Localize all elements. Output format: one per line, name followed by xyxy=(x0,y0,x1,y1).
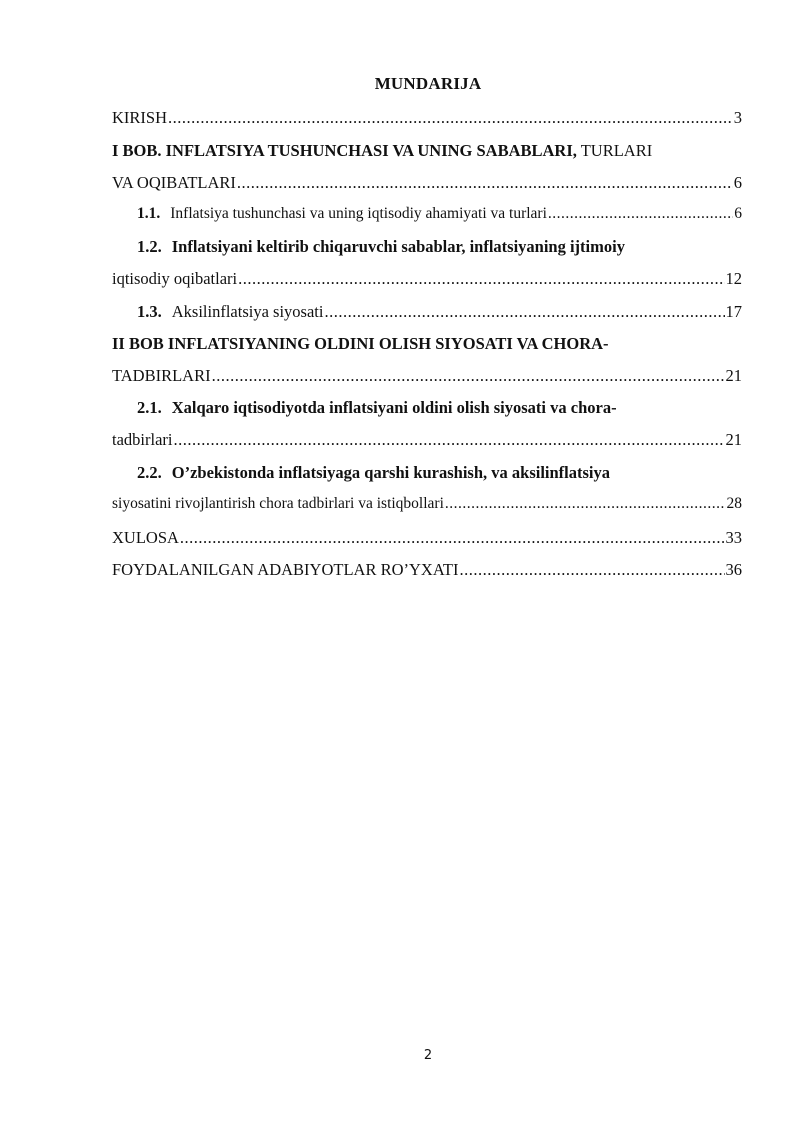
dot-leader xyxy=(212,366,725,386)
toc-page-number: 21 xyxy=(725,366,742,385)
toc-section-2-1-title xyxy=(137,398,617,422)
section-number: 1.2. xyxy=(137,237,162,256)
dot-leader xyxy=(237,173,733,193)
toc-entry-label: KIRISH xyxy=(112,108,168,127)
chapter-title-rest: TURLARI xyxy=(576,141,653,160)
toc-entry-1-2 xyxy=(112,269,742,293)
toc-entry-label: XULOSA xyxy=(112,528,179,547)
dot-leader xyxy=(324,302,724,322)
section-title-line1: Xalqaro iqtisodiyotda inflatsiyani oldini olish siyosati va chora- xyxy=(171,398,617,417)
chapter-title-bold: I BOB. INFLATSIYA TUSHUNCHASI VA UNING SABABLARI, xyxy=(112,141,577,160)
toc-entry-label: iqtisodiy oqibatlari xyxy=(112,269,238,288)
section-number: 2.1. xyxy=(137,398,162,417)
toc-page-number: 6 xyxy=(734,205,742,222)
toc-entry-label: FOYDALANILGAN ADABIYOTLAR RO’YXATI xyxy=(112,560,459,579)
page-number-footer: 2 xyxy=(423,1048,433,1063)
toc-chapter-2-title xyxy=(112,334,609,358)
section-number: 1.1. xyxy=(137,205,161,222)
toc-page-number: 33 xyxy=(725,528,742,547)
dot-leader xyxy=(445,495,726,513)
toc-page-number: 36 xyxy=(725,560,742,579)
toc-entry-kirish xyxy=(112,108,742,132)
toc-page-number: 21 xyxy=(725,430,742,449)
toc-page-number: 6 xyxy=(733,173,742,192)
dot-leader xyxy=(238,269,724,289)
dot-leader xyxy=(180,528,725,548)
toc-page-number: 3 xyxy=(733,108,742,127)
toc-page-number: 12 xyxy=(725,269,742,288)
dot-leader xyxy=(459,560,724,580)
toc-entry-2-1 xyxy=(112,430,742,454)
chapter-title-bold: II BOB INFLATSIYANING OLDINI OLISH SIYOSATI VA CHORA- xyxy=(112,334,609,353)
toc-entry-label: tadbirlari xyxy=(112,430,173,449)
toc-entry-label: VA OQIBATLARI xyxy=(112,173,236,192)
toc-entry-1-1 xyxy=(137,205,742,229)
toc-entry-references xyxy=(112,560,742,584)
toc-chapter-1-title xyxy=(112,141,652,165)
toc-entry-label: Aksilinflatsiya siyosati xyxy=(171,302,324,321)
toc-section-1-2-title xyxy=(137,237,625,261)
section-title-line1: Inflatsiyani keltirib chiqaruvchi sabablar, inflatsiyaning ijtimoiy xyxy=(171,237,625,256)
toc-entry-label: Inflatsiya tushunchasi va uning iqtisodiy ahamiyati va turlari xyxy=(170,205,547,222)
toc-page-number: 28 xyxy=(726,495,742,512)
toc-entry-chapter-2 xyxy=(112,366,742,390)
toc-section-2-2-title xyxy=(137,463,610,487)
toc-entry-1-3 xyxy=(137,302,742,326)
toc-title: MUNDARIJA xyxy=(374,74,482,93)
section-number: 1.3. xyxy=(137,302,162,321)
dot-leader xyxy=(168,108,733,128)
dot-leader xyxy=(173,430,724,450)
dot-leader xyxy=(548,205,733,223)
section-title-line1: O’zbekistonda inflatsiyaga qarshi kurashish, va aksilinflatsiya xyxy=(171,463,611,482)
section-number: 2.2. xyxy=(137,463,162,482)
toc-page-number: 17 xyxy=(725,302,742,321)
toc-entry-2-2 xyxy=(112,495,742,519)
toc-entry-xulosa xyxy=(112,528,742,552)
toc-entry-chapter-1 xyxy=(112,173,742,197)
toc-entry-label: TADBIRLARI xyxy=(112,366,211,385)
toc-entry-label: siyosatini rivojlantirish chora tadbirlari va istiqbollari xyxy=(112,495,444,512)
